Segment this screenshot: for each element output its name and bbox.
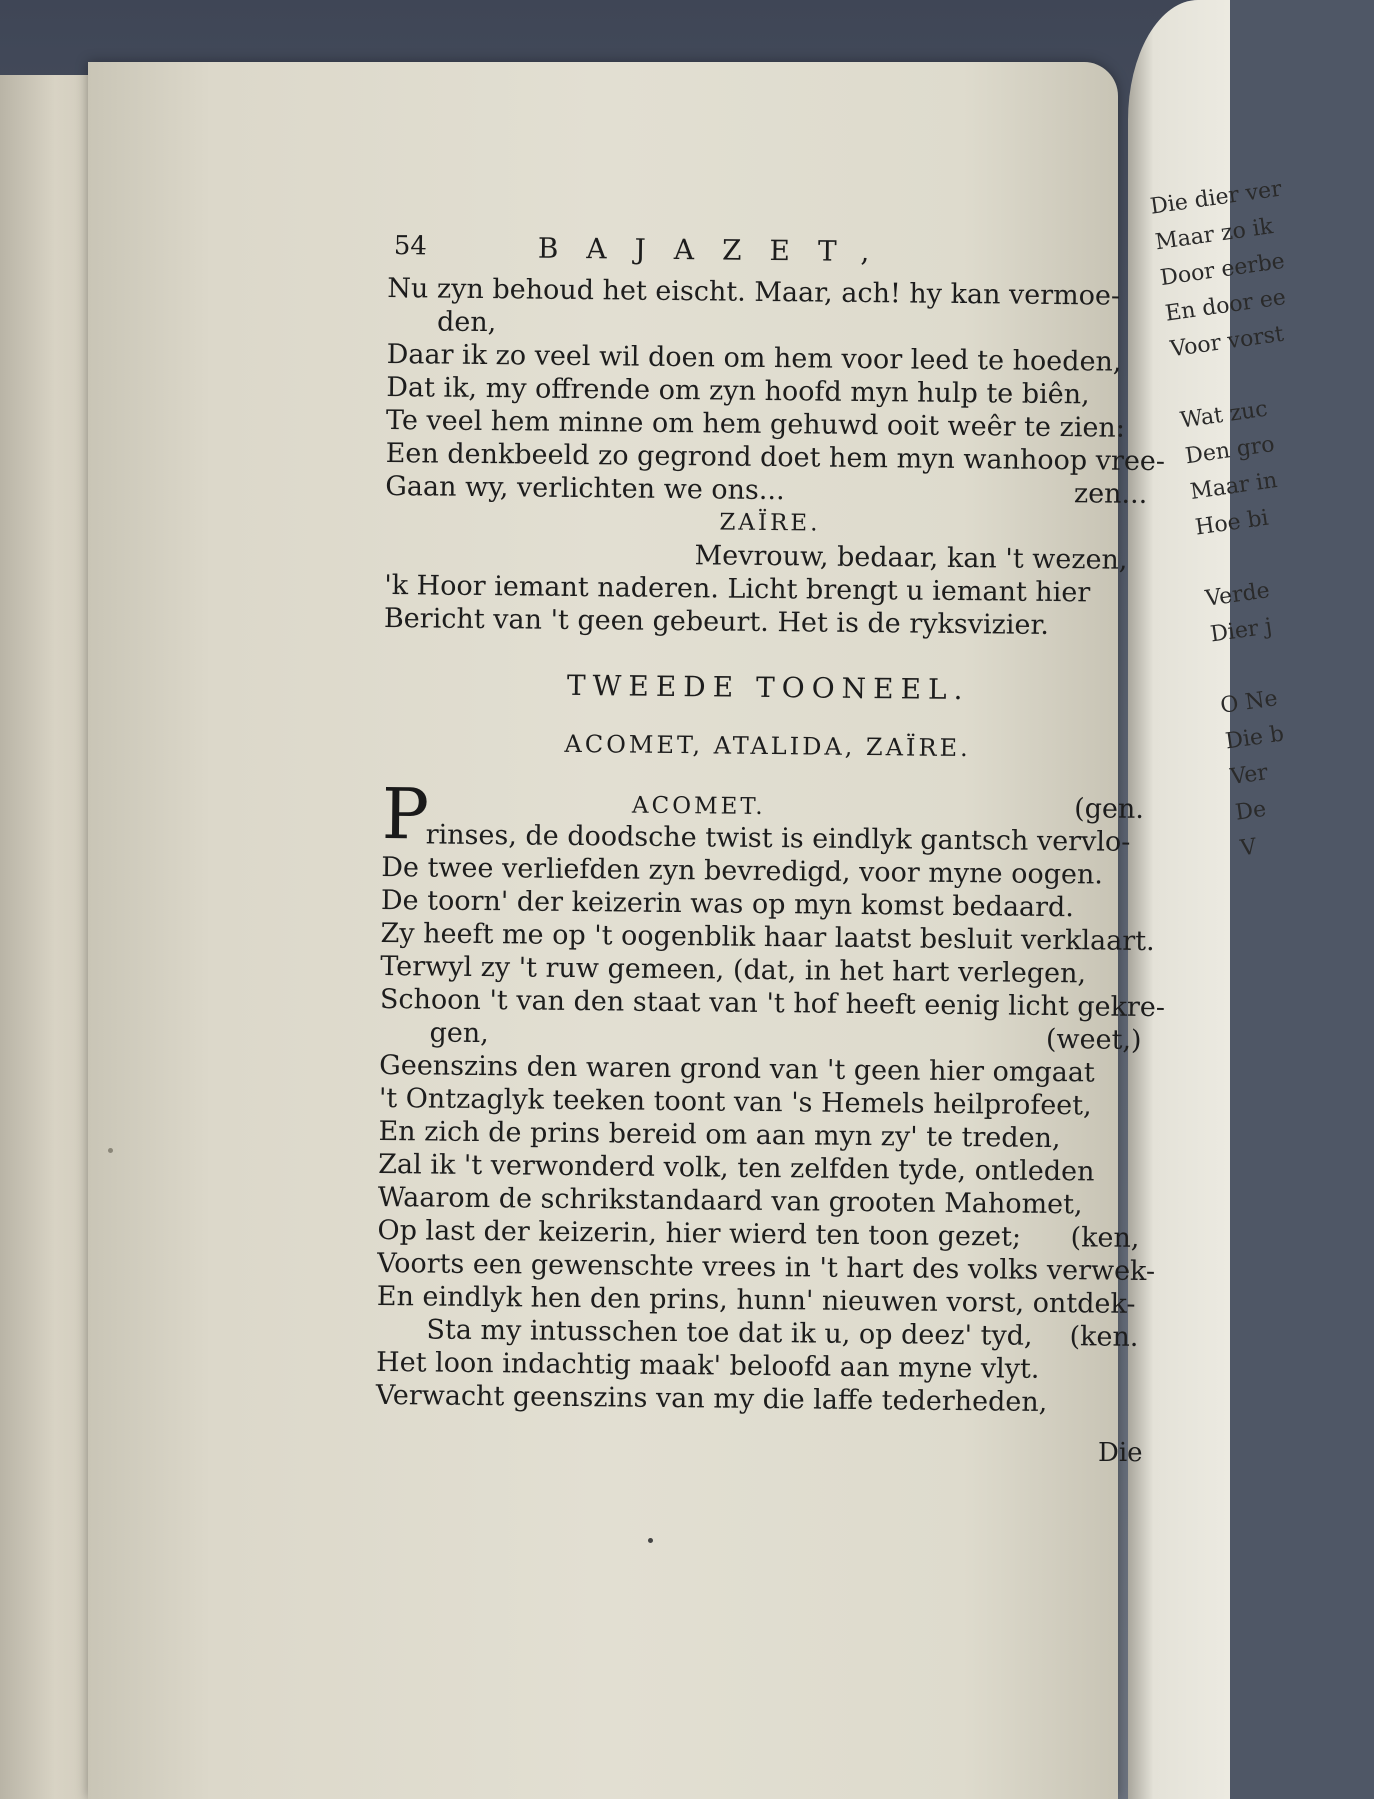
- facing-page-line: Die dier ver: [1148, 176, 1284, 220]
- verse-text: Terwyl zy 't ruw gemeen, (dat, in het hart verlegen,: [380, 950, 1087, 990]
- facing-page-line: O Ne: [1218, 686, 1280, 719]
- verse-text: Zy heeft me op 't oogenblik haar laatst besluit verklaart.: [380, 917, 1155, 958]
- verse-text: Dat ik, my offrende om zyn hoofd myn hulp te biên,: [386, 371, 1090, 411]
- speaker-zaire: ZAÏRE.: [719, 509, 821, 537]
- verse-text: 't Ontzaglyk teeken toont van 's Hemels heilprofeet,: [378, 1082, 1092, 1122]
- facing-page-line: Ver: [1228, 760, 1270, 791]
- verse-text: De toorn' der keizerin was op myn komst bedaard.: [380, 884, 1075, 924]
- verse-text: Voorts een gewenschte vrees in 't hart des volks verwek-: [377, 1247, 1156, 1288]
- facing-page-line: Maar in: [1188, 467, 1279, 505]
- facing-page-line: Hoe bi: [1193, 505, 1271, 541]
- facing-page-line: En door ee: [1163, 285, 1288, 327]
- verse-text: Het loon indachtig maak' beloofd aan myne vlyt.: [375, 1346, 1040, 1385]
- verse-text: Geenszins den waren grond van 't geen hier omgaat: [379, 1049, 1095, 1089]
- page-text: [375, 230, 1166, 1420]
- paper-speck: [648, 1538, 653, 1543]
- verse-text: En zich de prins bereid om aan myn zy' te treden,: [378, 1115, 1061, 1155]
- facing-page-text: [1148, 177, 1332, 867]
- page-number: 54: [393, 231, 428, 262]
- verse-text: Verwacht geenszins van my die laffe tederheden,: [375, 1379, 1048, 1418]
- verse-text: gen,: [429, 1017, 489, 1050]
- facing-page-line: V: [1238, 834, 1259, 862]
- verse-text: Sta my intusschen toe dat ik u, op deez' tyd,: [426, 1314, 1033, 1352]
- turnover-text: (weet,): [1045, 1023, 1142, 1056]
- facing-page-line: Wat zuc: [1178, 396, 1270, 434]
- speech-acomet: [375, 772, 1166, 1420]
- verse-text: Een denkbeeld zo gegrond doet hem myn wanhoop vree-: [385, 437, 1166, 478]
- turnover-text: (ken,: [1070, 1222, 1140, 1254]
- scene-characters: ACOMET, ATALIDA, ZAÏRE.: [564, 729, 971, 763]
- facing-page-line: Voor vorst: [1168, 321, 1286, 363]
- turnover-text: zen...: [1073, 478, 1148, 510]
- verse-block-acomet: [375, 851, 1166, 1420]
- verse-line: rinses, de doodsche twist is eindlyk gantsch vervlo-: [425, 819, 1131, 858]
- verse-line: [384, 602, 1154, 643]
- verse-text: Waarom de schrikstandaard van grooten Mahomet,: [377, 1181, 1083, 1221]
- verse-text: En eindlyk hen den prins, hunn' nieuwen vorst, ontdek-: [376, 1280, 1136, 1320]
- facing-page-line: Dier j: [1208, 614, 1274, 648]
- verse-text: 'k Hoor iemant naderen. Licht brengt u iemant hier: [384, 569, 1091, 609]
- facing-page-line: Den gro: [1183, 432, 1277, 470]
- turnover-text: (gen.: [1074, 793, 1145, 825]
- verse-text: Nu zyn behoud het eischt. Maar, ach! hy kan vermoe-: [387, 272, 1121, 312]
- verse-text: Zal ik 't verwonderd volk, ten zelfden tyde, ontleden: [378, 1148, 1095, 1188]
- paper-speck: [108, 1148, 113, 1153]
- verse-text: Mevrouw, bedaar, kan 't wezen,: [694, 540, 1128, 576]
- verse-block-atalida: [385, 272, 1166, 511]
- turnover-text: (ken.: [1069, 1321, 1139, 1353]
- verse-text: Bericht van 't geen gebeurt. Het is de ryksvizier.: [383, 602, 1050, 641]
- speaker-acomet: ACOMET.: [631, 792, 766, 820]
- verse-text: Op last der keizerin, hier wierd ten toon gezet;: [377, 1214, 1022, 1253]
- verse-text: Te veel hem minne om hem gehuwd ooit weêr te zien:: [385, 404, 1126, 444]
- verse-block-zaire: [384, 536, 1155, 643]
- facing-page-line: Die b: [1223, 721, 1286, 755]
- verse-text: Schoon 't van den staat van 't hof heeft eenig licht gekre-: [379, 983, 1166, 1024]
- drop-cap: P: [381, 772, 430, 856]
- verse-text: De twee verliefden zyn bevredigd, voor myne oogen.: [381, 851, 1104, 891]
- facing-page-line: De: [1233, 796, 1268, 826]
- facing-page-line: Verde: [1203, 578, 1272, 612]
- catchword: Die: [1098, 1438, 1143, 1468]
- verse-text: den,: [436, 306, 497, 339]
- facing-page-line: Door eerbe: [1158, 248, 1287, 292]
- verse-text: Daar ik zo veel wil doen om hem voor leed te hoeden,: [386, 338, 1122, 378]
- facing-page-line: Maar zo ik: [1153, 214, 1275, 256]
- scene-title: TWEEDE TOONEEL.: [566, 668, 970, 707]
- verse-text: Gaan wy, verlichten we ons...: [385, 470, 785, 507]
- running-head: BAJAZET,: [537, 231, 898, 269]
